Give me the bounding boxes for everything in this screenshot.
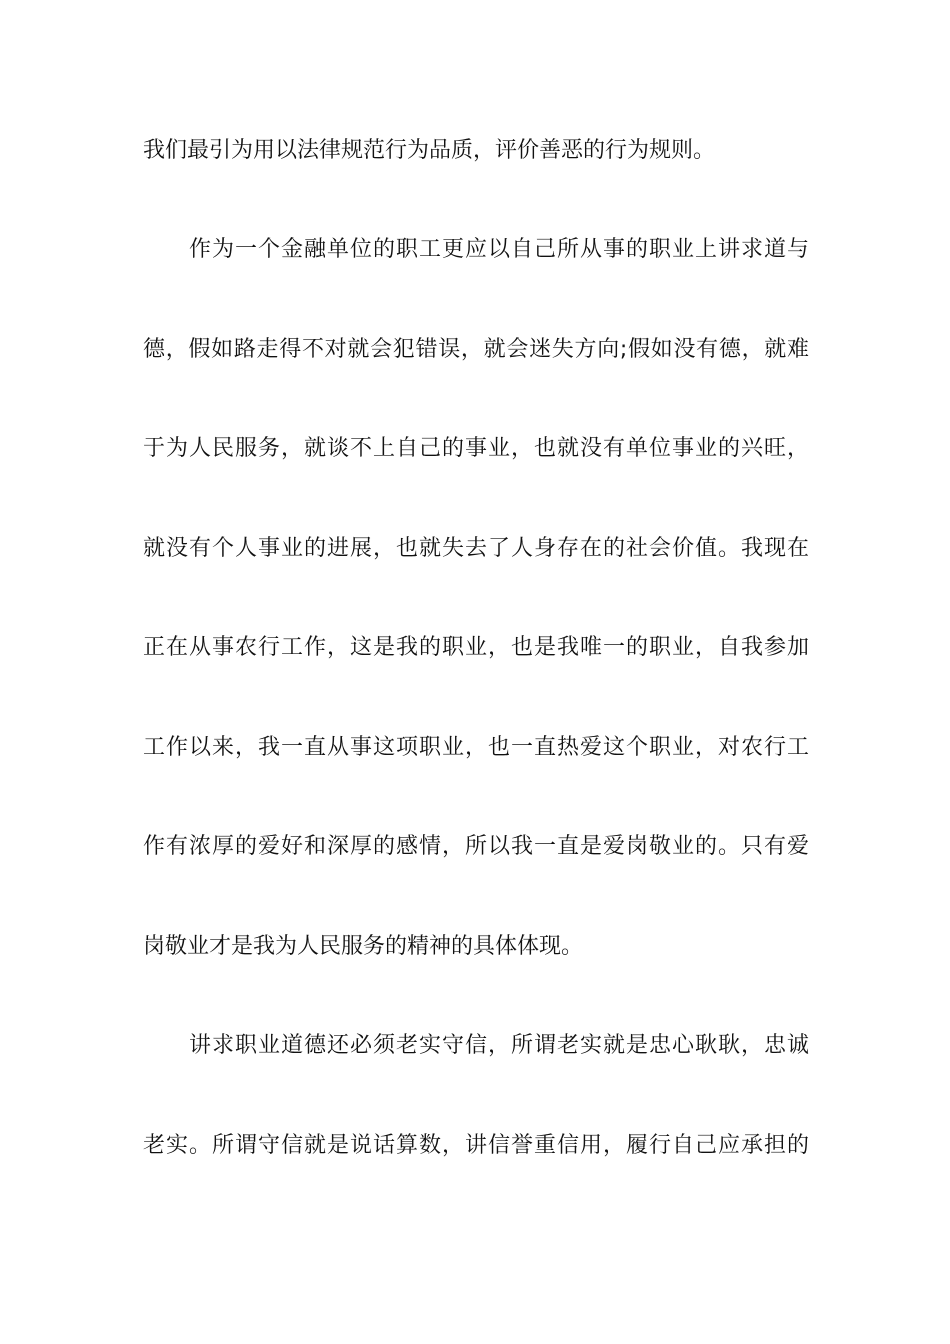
text-line-3: 德，假如路走得不对就会犯错误，就会迷失方向;假如没有德，就难 xyxy=(143,337,809,362)
text-line-7: 工作以来，我一直从事这项职业，也一直热爱这个职业，对农行工 xyxy=(143,735,809,760)
text-line-1: 我们最引为用以法律规范行为品质，评价善恶的行为规则。 xyxy=(143,138,716,163)
text-line-11: 老实。所谓守信就是说话算数，讲信誉重信用，履行自己应承担的 xyxy=(143,1133,809,1158)
text-line-2: 作为一个金融单位的职工更应以自己所从事的职业上讲求道与 xyxy=(189,237,809,262)
text-line-5: 就没有个人事业的进展，也就失去了人身存在的社会价值。我现在 xyxy=(143,536,809,561)
text-line-9: 岗敬业才是我为人民服务的精神的具体体现。 xyxy=(143,934,584,959)
text-line-4: 于为人民服务，就谈不上自己的事业，也就没有单位事业的兴旺， xyxy=(143,436,809,461)
text-line-8: 作有浓厚的爱好和深厚的感情，所以我一直是爱岗敬业的。只有爱 xyxy=(143,834,809,859)
text-line-10: 讲求职业道德还必须老实守信，所谓老实就是忠心耿耿，忠诚 xyxy=(189,1033,809,1058)
text-line-6: 正在从事农行工作，这是我的职业，也是我唯一的职业，自我参加 xyxy=(143,635,809,660)
